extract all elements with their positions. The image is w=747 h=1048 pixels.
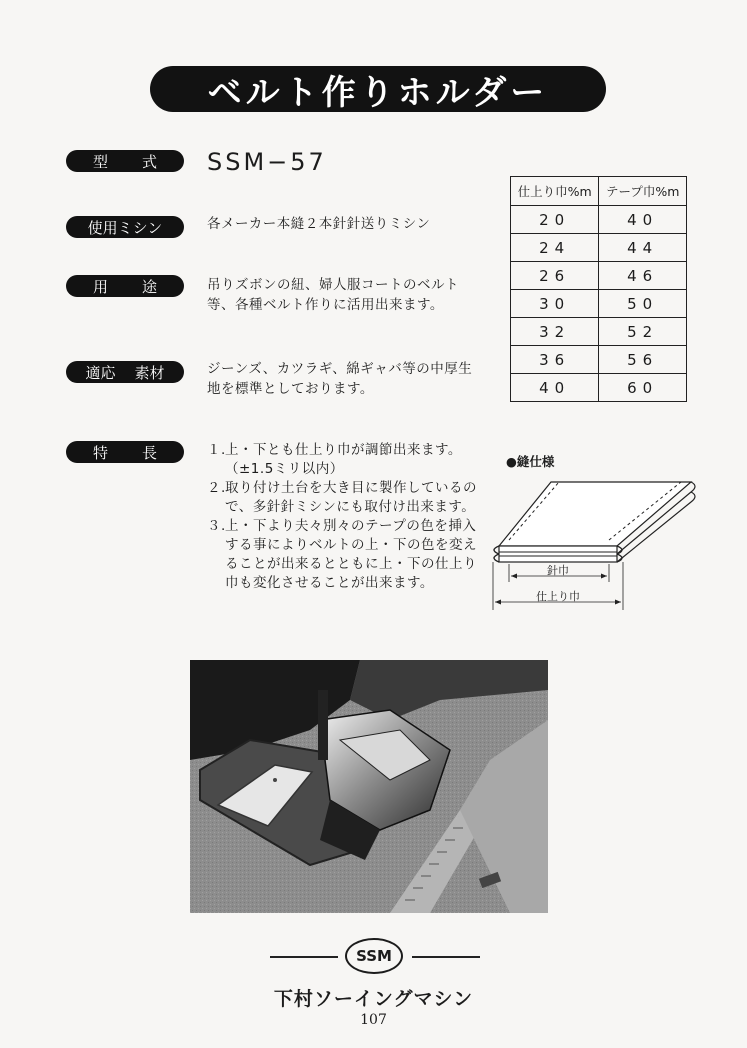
finished-width-cell: 26 [511, 262, 599, 290]
finished-width-cell: 24 [511, 234, 599, 262]
table-row [511, 262, 687, 290]
width-table [510, 176, 687, 402]
finished-width-cell: 32 [511, 318, 599, 346]
dim-arrow [511, 574, 517, 579]
belt-curl-left [494, 546, 499, 554]
finished-width-cell: 36 [511, 346, 599, 374]
belt-front-face [499, 546, 617, 562]
usage-label-char: 用 [92, 277, 108, 296]
tape-width-cell: 56 [599, 346, 687, 374]
material-label [66, 361, 184, 383]
footer-logo [270, 934, 480, 978]
features-label [66, 441, 184, 463]
dim-arrow [615, 600, 621, 605]
dim-arrow [495, 600, 501, 605]
features-list [207, 441, 482, 593]
page-number: 107 [360, 1012, 387, 1028]
feature-number: ２. [207, 480, 226, 496]
usage-label-char: 途 [141, 277, 157, 296]
tape-width-cell: 60 [599, 374, 687, 402]
finished-width-label: 仕上り巾 [536, 590, 580, 603]
finished-width-cell: 20 [511, 206, 599, 234]
needle-bar [318, 690, 328, 760]
feature-text: 上・下とも仕上り巾が調節出来ます。（±1.5ミリ以内） [225, 442, 462, 477]
screw-icon [273, 778, 277, 782]
finished-width-cell: 30 [511, 290, 599, 318]
material-label-char: 適応 [85, 363, 116, 382]
model-value: SSM−57 [207, 148, 327, 176]
feature-item [207, 517, 482, 593]
tape-width-cell: 44 [599, 234, 687, 262]
features-label-char: 長 [141, 443, 157, 462]
belt-curl-left [494, 554, 499, 562]
footer-rule-right [412, 956, 480, 958]
table-row [511, 374, 687, 402]
material-label-char: 素材 [134, 363, 165, 382]
belt-top-surface [499, 482, 691, 546]
table-row [511, 346, 687, 374]
table-row [511, 234, 687, 262]
company-name: 下村ソーイングマシン [273, 988, 474, 1010]
machine-label-text: 使用ミシン [87, 218, 163, 237]
model-label [66, 150, 184, 172]
feature-text: 取り付け土台を大き目に製作しているので、多針針ミシンにも取付け出来ます。 [225, 480, 477, 515]
tape-width-cell: 40 [599, 206, 687, 234]
finished-width-header: 仕上り巾%m [511, 177, 599, 206]
needle-width-label: 針巾 [547, 564, 569, 577]
table-row [511, 290, 687, 318]
belt-stitch-diagram [485, 470, 705, 615]
table-header-row [511, 177, 687, 206]
product-photo [190, 660, 548, 913]
model-label-char: 式 [141, 152, 157, 171]
usage-label [66, 275, 184, 297]
features-label-char: 特 [92, 443, 108, 462]
table-row [511, 318, 687, 346]
tape-width-cell: 46 [599, 262, 687, 290]
feature-text: 上・下より夫々別々のテープの色を挿入する事によりベルトの上・下の色を変えることが出来るとともに上・下の仕上り巾も変化させることが出来ます。 [225, 518, 477, 591]
machine-text: 各メーカー本縫２本針針送りミシン [207, 216, 431, 232]
feature-number: ３. [207, 518, 226, 534]
usage-text: 吊りズボンの紐、婦人服コートのベルト等、各種ベルト作りに活用出来ます。 [207, 277, 459, 313]
diagram-caption: ●縫仕様 [506, 454, 555, 469]
tape-width-header: テープ巾%m [599, 177, 687, 206]
tape-width-cell: 52 [599, 318, 687, 346]
table-row [511, 206, 687, 234]
machine-label [66, 216, 184, 238]
finished-width-cell: 40 [511, 374, 599, 402]
feature-item [207, 479, 482, 517]
page-title: ベルト作りホルダー [150, 66, 606, 112]
feature-number: １. [207, 442, 226, 458]
tape-width-cell: 50 [599, 290, 687, 318]
ssm-logo: SSM [345, 938, 403, 974]
material-text: ジーンズ、カツラギ、綿ギャバ等の中厚生地を標準としております。 [207, 361, 473, 397]
feature-item [207, 441, 482, 479]
model-label-char: 型 [92, 152, 108, 171]
dim-arrow [601, 574, 607, 579]
footer-rule-left [270, 956, 338, 958]
